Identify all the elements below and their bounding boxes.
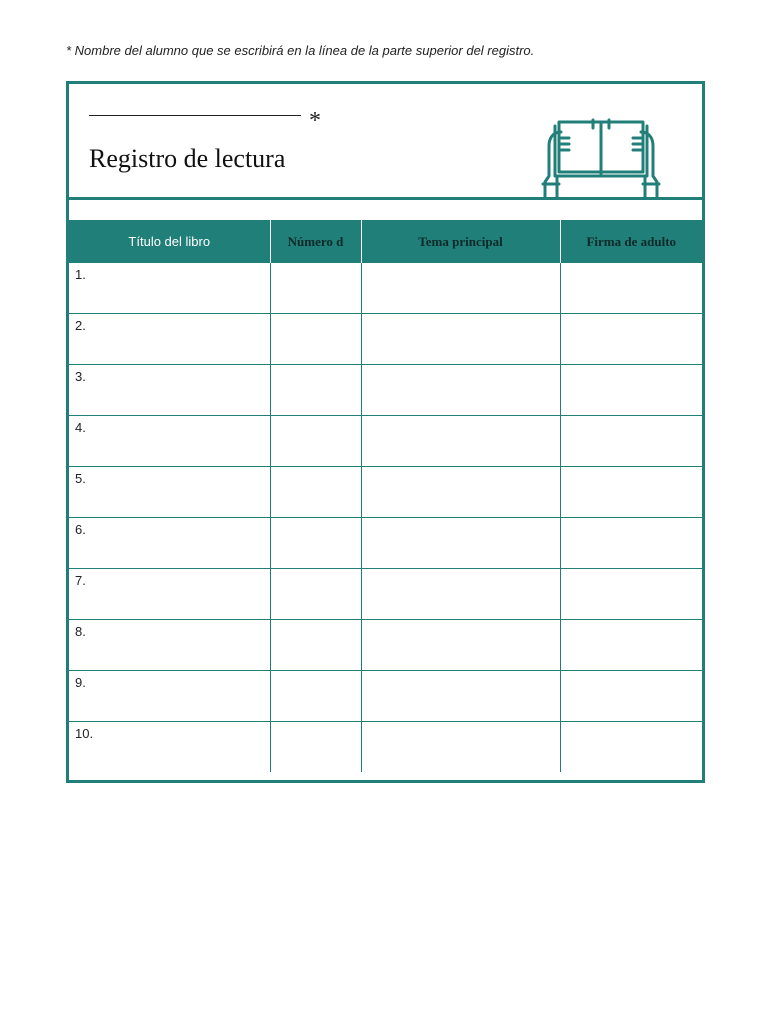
cell-main-theme[interactable] bbox=[361, 365, 560, 416]
cell-number[interactable] bbox=[270, 671, 361, 722]
row-number: 4. bbox=[75, 420, 86, 435]
cell-number[interactable] bbox=[270, 314, 361, 365]
cell-book-title[interactable] bbox=[69, 314, 270, 365]
row-number: 6. bbox=[75, 522, 86, 537]
cell-main-theme[interactable] bbox=[361, 671, 560, 722]
student-name-line[interactable] bbox=[89, 115, 301, 116]
cell-main-theme[interactable] bbox=[361, 314, 560, 365]
cell-book-title[interactable] bbox=[69, 467, 270, 518]
reading-log-form bbox=[66, 81, 705, 783]
form-header bbox=[69, 84, 702, 200]
header-spacer bbox=[69, 200, 702, 220]
cell-adult-signature[interactable] bbox=[560, 722, 702, 773]
reading-log-table bbox=[69, 220, 702, 772]
cell-book-title[interactable] bbox=[69, 518, 270, 569]
cell-number[interactable] bbox=[270, 620, 361, 671]
cell-number[interactable] bbox=[270, 722, 361, 773]
cell-main-theme[interactable] bbox=[361, 467, 560, 518]
cell-number[interactable] bbox=[270, 518, 361, 569]
cell-book-title[interactable] bbox=[69, 620, 270, 671]
row-number: 9. bbox=[75, 675, 86, 690]
table-row bbox=[69, 620, 702, 671]
cell-book-title[interactable] bbox=[69, 671, 270, 722]
cell-adult-signature[interactable] bbox=[560, 467, 702, 518]
table-row bbox=[69, 416, 702, 467]
cell-book-title[interactable] bbox=[69, 722, 270, 773]
row-number: 10. bbox=[75, 726, 94, 741]
row-number: 5. bbox=[75, 471, 86, 486]
cell-book-title[interactable] bbox=[69, 263, 270, 314]
row-number: 3. bbox=[75, 369, 86, 384]
cell-main-theme[interactable] bbox=[361, 722, 560, 773]
row-number: 2. bbox=[75, 318, 86, 333]
cell-adult-signature[interactable] bbox=[560, 416, 702, 467]
row-number: 1. bbox=[75, 267, 86, 282]
cell-number[interactable] bbox=[270, 263, 361, 314]
column-header-book-title: Título del libro bbox=[69, 220, 270, 263]
table-row bbox=[69, 569, 702, 620]
cell-main-theme[interactable] bbox=[361, 416, 560, 467]
cell-main-theme[interactable] bbox=[361, 620, 560, 671]
column-header-number: Número d bbox=[270, 220, 361, 263]
table-row bbox=[69, 263, 702, 314]
table-row bbox=[69, 518, 702, 569]
cell-adult-signature[interactable] bbox=[560, 314, 702, 365]
row-number: 8. bbox=[75, 624, 86, 639]
cell-adult-signature[interactable] bbox=[560, 569, 702, 620]
cell-number[interactable] bbox=[270, 569, 361, 620]
cell-number[interactable] bbox=[270, 416, 361, 467]
cell-adult-signature[interactable] bbox=[560, 620, 702, 671]
table-row bbox=[69, 671, 702, 722]
row-number: 7. bbox=[75, 573, 86, 588]
table-header-row bbox=[69, 220, 702, 263]
page-title: Registro de lectura bbox=[89, 144, 286, 173]
column-header-main-theme: Tema principal bbox=[361, 220, 560, 263]
table-row bbox=[69, 314, 702, 365]
cell-adult-signature[interactable] bbox=[560, 518, 702, 569]
table-row bbox=[69, 467, 702, 518]
cell-main-theme[interactable] bbox=[361, 569, 560, 620]
cell-adult-signature[interactable] bbox=[560, 365, 702, 416]
cell-main-theme[interactable] bbox=[361, 518, 560, 569]
person-reading-book-icon bbox=[539, 116, 663, 200]
cell-book-title[interactable] bbox=[69, 416, 270, 467]
cell-main-theme[interactable] bbox=[361, 263, 560, 314]
cell-adult-signature[interactable] bbox=[560, 263, 702, 314]
cell-book-title[interactable] bbox=[69, 569, 270, 620]
cell-adult-signature[interactable] bbox=[560, 671, 702, 722]
cell-number[interactable] bbox=[270, 467, 361, 518]
table-row bbox=[69, 722, 702, 773]
cell-book-title[interactable] bbox=[69, 365, 270, 416]
footnote: * Nombre del alumno que se escribirá en la línea de la parte superior del registro. bbox=[66, 43, 535, 58]
table-row bbox=[69, 365, 702, 416]
column-header-adult-signature: Firma de adulto bbox=[560, 220, 702, 263]
name-asterisk: * bbox=[309, 108, 321, 134]
cell-number[interactable] bbox=[270, 365, 361, 416]
